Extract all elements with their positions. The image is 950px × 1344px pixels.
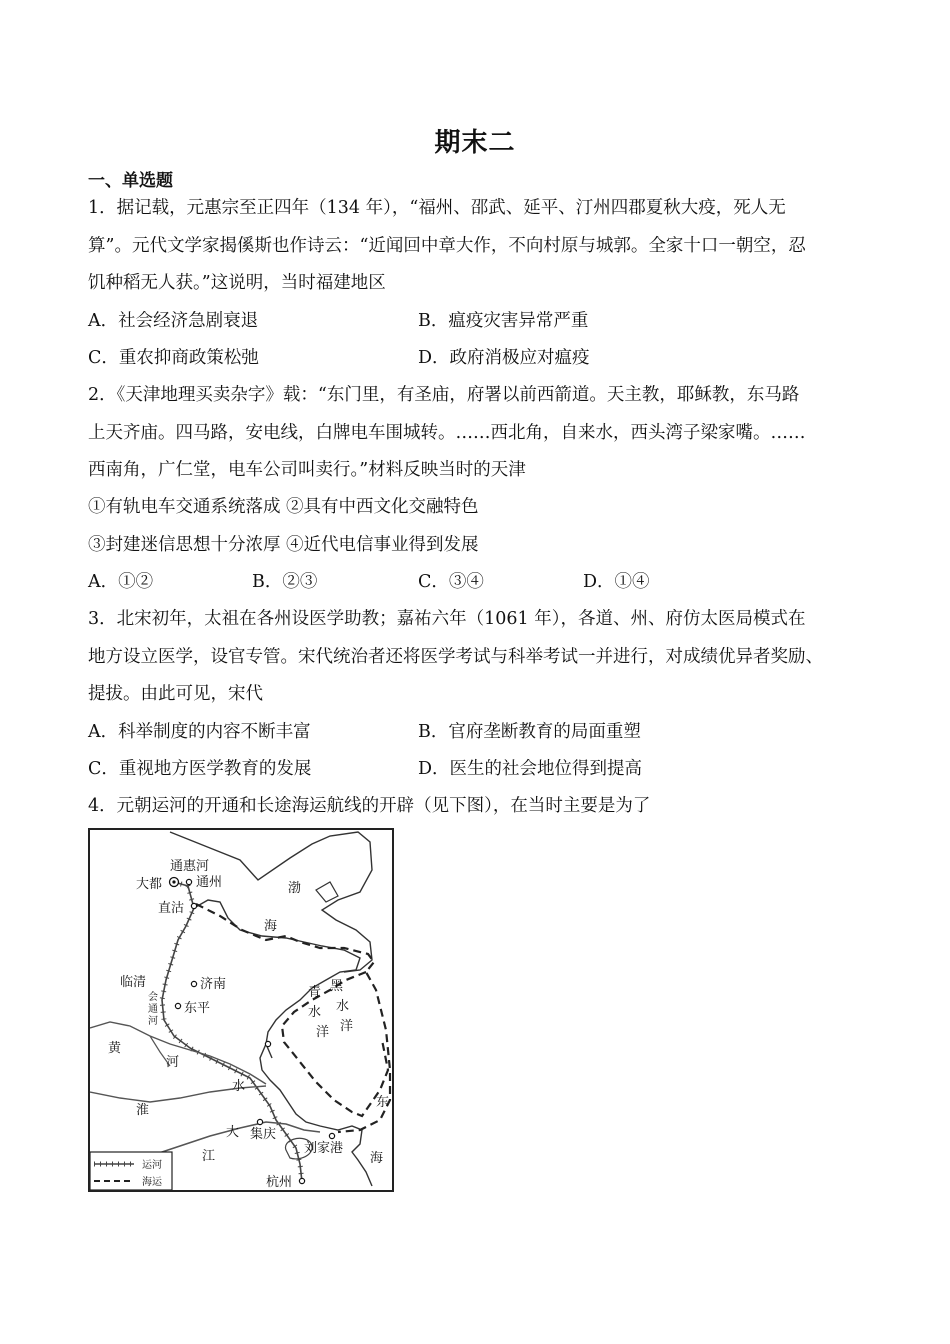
q1-line-2: 算”。元代文学家揭傒斯也作诗云：“近闻回中章大作，不向村原与城郭。全家十口一朝空，忍 [88, 236, 806, 256]
label-yang2: 洋 [340, 1019, 354, 1034]
label-he1: 河 [148, 1016, 158, 1027]
legend-canal-label: 运河 [142, 1160, 162, 1171]
section-heading: 一、单选题 [88, 171, 173, 191]
q3-option-d[interactable]: D．医生的社会地位得到提高 [418, 759, 643, 779]
jiqing-marker [257, 1119, 262, 1124]
legend-sea-label: 海运 [142, 1177, 162, 1188]
q2-line-2: 上天齐庙。四马路，安电线，白牌电车围城转。……西北角，自来水，西头湾子梁家嘴。…… [88, 423, 806, 443]
q2-statement-1: ①有轨电车交通系统落成 ②具有中西文化交融特色 [88, 497, 479, 517]
label-hai2: 海 [370, 1151, 384, 1166]
label-dong: 东 [376, 1095, 390, 1110]
q1-line-3: 饥种稻无人获。”这说明，当时福建地区 [88, 273, 386, 293]
label-jiqing: 集庆 [250, 1127, 277, 1142]
label-liujiagang: 刘家港 [304, 1141, 344, 1156]
label-jinan: 济南 [200, 977, 227, 992]
label-zhigu: 直沽 [158, 901, 185, 916]
label-hui: 会 [148, 992, 158, 1003]
label-dongping: 东平 [184, 1001, 211, 1016]
q3-option-a[interactable]: A．科举制度的内容不断丰富 [88, 722, 311, 742]
label-linqing: 临清 [120, 975, 147, 990]
label-qing: 青 [308, 985, 322, 1000]
hangzhou-marker [299, 1178, 304, 1183]
page-title: 期末二 [434, 128, 516, 158]
q1-option-d[interactable]: D．政府消极应对瘟疫 [418, 348, 590, 368]
q3-line-1: 3．北宋初年，太祖在各州设医学助教；嘉祐六年（1061 年），各道、州、府仿太医局模式在 [88, 609, 806, 629]
label-da: 大 [226, 1125, 240, 1140]
label-shui2: 水 [336, 999, 350, 1014]
q3-line-2: 地方设立医学，设官专管。宋代统治者还将医学考试与科举考试一并进行，对成绩优异者奖励、 [88, 647, 823, 667]
q1-line-1: 1．据记载，元惠宗至正四年（134 年），“福州、邵武、延平、汀州四郡夏秋大疫，死人无 [88, 198, 786, 218]
label-shui3: 水 [232, 1079, 246, 1094]
coast-marker [265, 1041, 270, 1046]
label-bo: 渤 [288, 881, 302, 896]
dongping-marker [175, 1003, 180, 1008]
q1-option-c[interactable]: C．重农抑商政策松弛 [88, 348, 259, 368]
label-hei: 黑 [330, 979, 344, 994]
label-huai: 淮 [136, 1103, 150, 1118]
liujiagang-marker [329, 1133, 334, 1138]
label-huang: 黄 [108, 1041, 122, 1056]
q2-statement-2: ③封建迷信思想十分浓厚 ④近代电信事业得到发展 [88, 535, 479, 555]
q3-line-3: 提拔。由此可见，宋代 [88, 684, 263, 704]
label-shui1: 水 [308, 1005, 322, 1020]
label-tong: 通 [148, 1004, 158, 1015]
q2-option-a[interactable]: A．①② [88, 572, 154, 592]
jinan-marker [191, 981, 196, 986]
label-yang1: 洋 [316, 1025, 330, 1040]
coast-inlet [316, 882, 338, 902]
q3-option-b[interactable]: B．官府垄断教育的局面重塑 [418, 722, 641, 742]
map-canvas [90, 830, 392, 1190]
q2-option-c[interactable]: C．③④ [418, 572, 484, 592]
zhigu-marker [191, 903, 196, 908]
q1-option-b[interactable]: B．瘟疫灾害异常严重 [418, 311, 589, 331]
q2-option-b[interactable]: B．②③ [252, 572, 318, 592]
label-tongzhou: 通州 [196, 875, 223, 890]
label-dadu: 大都 [136, 877, 163, 892]
yuan-canal-sea-route-map [88, 828, 394, 1192]
label-hangzhou: 杭州 [266, 1175, 293, 1190]
dadu-marker-dot [172, 880, 175, 883]
label-he2: 河 [166, 1055, 180, 1070]
tongzhou-marker [186, 879, 191, 884]
sea-route-outer [196, 904, 390, 1132]
q4-line-1: 4．元朝运河的开通和长途海运航线的开辟（见下图），在当时主要是为了 [88, 796, 651, 816]
q2-line-3: 西南角，广仁堂，电车公司叫卖行。”材料反映当时的天津 [88, 460, 526, 480]
label-hai1: 海 [264, 919, 278, 934]
q3-option-c[interactable]: C．重视地方医学教育的发展 [88, 759, 312, 779]
coastline-south [260, 1044, 372, 1186]
q2-option-d[interactable]: D．①④ [583, 572, 650, 592]
coastline-north [170, 832, 372, 972]
q1-option-a[interactable]: A．社会经济急剧衰退 [88, 311, 259, 331]
q2-line-1: 2．《天津地理买卖杂字》载：“东门里，有圣庙，府署以前西箭道。天主教，耶稣教，东马路 [88, 385, 800, 405]
label-tonghuihe: 通惠河 [170, 859, 210, 874]
label-jiang: 江 [202, 1149, 216, 1164]
